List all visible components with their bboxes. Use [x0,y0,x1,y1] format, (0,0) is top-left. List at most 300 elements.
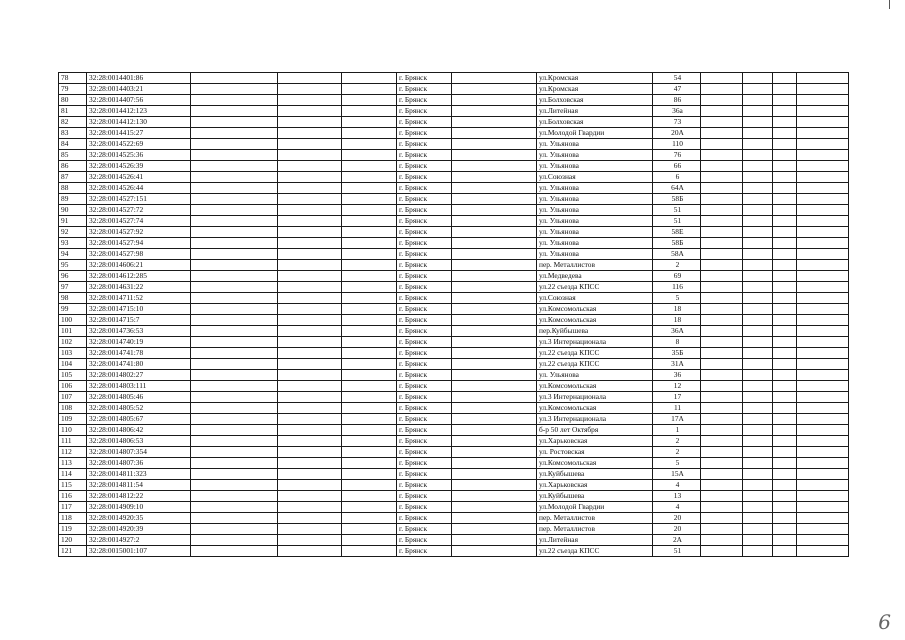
row-number-cell: 106 [59,381,87,392]
row-number-cell: 103 [59,348,87,359]
empty-cell [278,106,342,117]
city-cell: г. Брянск [397,502,452,513]
city-cell: г. Брянск [397,469,452,480]
empty-cell [278,524,342,535]
cadastral-number-cell: 32:28:0014526:39 [87,161,191,172]
city-cell: г. Брянск [397,381,452,392]
row-number-cell: 98 [59,293,87,304]
empty-cell [278,337,342,348]
empty-cell [278,293,342,304]
city-cell: г. Брянск [397,172,452,183]
empty-cell [797,458,849,469]
empty-cell [342,469,397,480]
city-cell: г. Брянск [397,304,452,315]
empty-cell [773,227,797,238]
empty-cell [342,447,397,458]
city-cell: г. Брянск [397,106,452,117]
row-number-cell: 117 [59,502,87,513]
house-number-cell: 4 [653,480,701,491]
empty-cell [797,84,849,95]
empty-cell [452,315,537,326]
empty-cell [743,458,773,469]
cadastral-number-cell: 32:28:0014909:10 [87,502,191,513]
empty-cell [278,271,342,282]
cadastral-number-cell: 32:28:0014527:72 [87,205,191,216]
cadastral-number-cell: 32:28:0014740:19 [87,337,191,348]
empty-cell [797,447,849,458]
city-cell: г. Брянск [397,524,452,535]
house-number-cell: 35Б [653,348,701,359]
empty-cell [278,172,342,183]
row-number-cell: 120 [59,535,87,546]
empty-cell [743,381,773,392]
empty-cell [743,480,773,491]
row-number-cell: 116 [59,491,87,502]
empty-cell [191,513,278,524]
empty-cell [191,282,278,293]
empty-cell [743,370,773,381]
empty-cell [278,139,342,150]
empty-cell [701,106,743,117]
empty-cell [191,238,278,249]
street-cell: ул.Литейная [537,535,653,546]
empty-cell [342,95,397,106]
street-cell: ул.Медведева [537,271,653,282]
empty-cell [773,502,797,513]
empty-cell [773,458,797,469]
cadastral-number-cell: 32:28:0014606:21 [87,260,191,271]
empty-cell [773,183,797,194]
city-cell: г. Брянск [397,447,452,458]
table-row [59,392,849,403]
empty-cell [452,106,537,117]
empty-cell [743,326,773,337]
empty-cell [701,370,743,381]
table-row [59,425,849,436]
empty-cell [191,271,278,282]
table-row [59,282,849,293]
house-number-cell: 15А [653,469,701,480]
empty-cell [797,128,849,139]
empty-cell [773,447,797,458]
empty-cell [701,513,743,524]
empty-cell [797,359,849,370]
table-row [59,348,849,359]
row-number-cell: 102 [59,337,87,348]
row-number-cell: 94 [59,249,87,260]
city-cell: г. Брянск [397,293,452,304]
empty-cell [773,172,797,183]
empty-cell [191,447,278,458]
house-number-cell: 1 [653,425,701,436]
row-number-cell: 85 [59,150,87,161]
empty-cell [342,205,397,216]
empty-cell [452,282,537,293]
empty-cell [701,337,743,348]
empty-cell [191,249,278,260]
street-cell: ул. Ульянова [537,249,653,260]
empty-cell [191,227,278,238]
empty-cell [342,458,397,469]
table-row [59,502,849,513]
empty-cell [743,227,773,238]
empty-cell [701,458,743,469]
empty-cell [452,117,537,128]
house-number-cell: 51 [653,546,701,557]
empty-cell [342,161,397,172]
empty-cell [701,436,743,447]
empty-cell [452,546,537,557]
empty-cell [191,458,278,469]
cadastral-number-cell: 32:28:0014806:42 [87,425,191,436]
street-cell: ул.Харьковская [537,480,653,491]
empty-cell [743,216,773,227]
cadastral-number-cell: 32:28:0014527:74 [87,216,191,227]
cadastral-number-cell: 32:28:0014920:35 [87,513,191,524]
empty-cell [191,117,278,128]
empty-cell [701,95,743,106]
empty-cell [452,480,537,491]
table-row [59,183,849,194]
empty-cell [701,194,743,205]
city-cell: г. Брянск [397,425,452,436]
empty-cell [773,381,797,392]
empty-cell [191,172,278,183]
empty-cell [701,392,743,403]
empty-cell [797,106,849,117]
empty-cell [452,502,537,513]
street-cell: ул.22 съезда КПСС [537,348,653,359]
table-row [59,238,849,249]
table-row [59,381,849,392]
city-cell: г. Брянск [397,282,452,293]
empty-cell [773,480,797,491]
street-cell: ул.Молодой Гвардии [537,502,653,513]
empty-cell [278,381,342,392]
row-number-cell: 97 [59,282,87,293]
table-row [59,326,849,337]
empty-cell [452,216,537,227]
empty-cell [452,128,537,139]
empty-cell [773,216,797,227]
house-number-cell: 58А [653,249,701,260]
empty-cell [191,546,278,557]
row-number-cell: 96 [59,271,87,282]
street-cell: ул.3 Интернационала [537,392,653,403]
house-number-cell: 36 [653,370,701,381]
empty-cell [452,84,537,95]
empty-cell [342,117,397,128]
empty-cell [278,546,342,557]
cadastral-number-cell: 32:28:0014415:27 [87,128,191,139]
empty-cell [743,425,773,436]
empty-cell [797,524,849,535]
empty-cell [773,403,797,414]
street-cell: ул. Ульянова [537,238,653,249]
cadastral-number-cell: 32:28:0014526:44 [87,183,191,194]
empty-cell [797,216,849,227]
empty-cell [278,249,342,260]
empty-cell [278,370,342,381]
empty-cell [797,304,849,315]
empty-cell [452,293,537,304]
empty-cell [452,194,537,205]
empty-cell [743,172,773,183]
empty-cell [191,414,278,425]
row-number-cell: 108 [59,403,87,414]
empty-cell [452,337,537,348]
street-cell: ул.Харьковская [537,436,653,447]
empty-cell [773,282,797,293]
cadastral-number-cell: 32:28:0014741:80 [87,359,191,370]
empty-cell [452,458,537,469]
table-row [59,535,849,546]
table-body [59,73,849,557]
table-row [59,128,849,139]
empty-cell [452,249,537,260]
row-number-cell: 79 [59,84,87,95]
cadastral-number-cell: 32:28:0014412:130 [87,117,191,128]
empty-cell [191,73,278,84]
empty-cell [743,128,773,139]
city-cell: г. Брянск [397,491,452,502]
empty-cell [452,183,537,194]
empty-cell [191,436,278,447]
street-cell: ул.22 съезда КПСС [537,359,653,370]
table-row [59,150,849,161]
street-cell: ул.Комсомольская [537,458,653,469]
house-number-cell: 51 [653,205,701,216]
empty-cell [452,95,537,106]
empty-cell [743,304,773,315]
empty-cell [342,238,397,249]
empty-cell [701,282,743,293]
empty-cell [743,161,773,172]
empty-cell [342,293,397,304]
empty-cell [278,315,342,326]
row-number-cell: 107 [59,392,87,403]
street-cell: ул.Комсомольская [537,315,653,326]
empty-cell [797,73,849,84]
empty-cell [743,348,773,359]
empty-cell [773,469,797,480]
city-cell: г. Брянск [397,194,452,205]
city-cell: г. Брянск [397,359,452,370]
empty-cell [797,480,849,491]
empty-cell [743,502,773,513]
empty-cell [797,436,849,447]
house-number-cell: 13 [653,491,701,502]
empty-cell [342,227,397,238]
empty-cell [342,139,397,150]
house-number-cell: 17 [653,392,701,403]
empty-cell [191,260,278,271]
empty-cell [452,524,537,535]
empty-cell [342,326,397,337]
house-number-cell: 47 [653,84,701,95]
empty-cell [452,392,537,403]
street-cell: ул.Кромская [537,84,653,95]
cadastral-number-cell: 32:28:0014403:21 [87,84,191,95]
city-cell: г. Брянск [397,337,452,348]
house-number-cell: 76 [653,150,701,161]
empty-cell [278,260,342,271]
empty-cell [191,381,278,392]
empty-cell [797,425,849,436]
empty-cell [342,524,397,535]
street-cell: ул.22 съезда КПСС [537,282,653,293]
empty-cell [773,249,797,260]
row-number-cell: 93 [59,238,87,249]
cadastral-number-cell: 32:28:0014805:67 [87,414,191,425]
empty-cell [191,502,278,513]
empty-cell [278,326,342,337]
empty-cell [701,238,743,249]
empty-cell [278,535,342,546]
empty-cell [278,150,342,161]
empty-cell [797,293,849,304]
house-number-cell: 58Е [653,227,701,238]
city-cell: г. Брянск [397,480,452,491]
empty-cell [278,513,342,524]
empty-cell [773,370,797,381]
empty-cell [743,249,773,260]
table-row [59,84,849,95]
empty-cell [797,381,849,392]
table-row [59,227,849,238]
empty-cell [773,106,797,117]
cadastral-number-cell: 32:28:0014811:54 [87,480,191,491]
empty-cell [342,216,397,227]
empty-cell [278,73,342,84]
empty-cell [701,414,743,425]
empty-cell [701,326,743,337]
empty-cell [797,513,849,524]
row-number-cell: 110 [59,425,87,436]
empty-cell [342,172,397,183]
empty-cell [797,183,849,194]
empty-cell [701,546,743,557]
cadastral-number-cell: 32:28:0014803:111 [87,381,191,392]
street-cell: пер.Куйбышева [537,326,653,337]
empty-cell [797,414,849,425]
house-number-cell: 73 [653,117,701,128]
empty-cell [797,260,849,271]
empty-cell [342,381,397,392]
street-cell: ул. Ульянова [537,150,653,161]
empty-cell [701,381,743,392]
table-row [59,95,849,106]
address-registry-table [58,72,849,557]
street-cell: ул.Комсомольская [537,304,653,315]
city-cell: г. Брянск [397,73,452,84]
empty-cell [773,73,797,84]
cadastral-number-cell: 32:28:0014812:22 [87,491,191,502]
house-number-cell: 18 [653,304,701,315]
empty-cell [797,95,849,106]
empty-cell [743,524,773,535]
table-row [59,513,849,524]
empty-cell [797,194,849,205]
empty-cell [452,172,537,183]
cadastral-number-cell: 32:28:0014805:52 [87,403,191,414]
empty-cell [342,370,397,381]
table-row [59,414,849,425]
city-cell: г. Брянск [397,513,452,524]
empty-cell [797,139,849,150]
empty-cell [191,337,278,348]
empty-cell [743,359,773,370]
empty-cell [452,469,537,480]
street-cell: ул.Комсомольская [537,403,653,414]
city-cell: г. Брянск [397,183,452,194]
empty-cell [278,458,342,469]
empty-cell [797,326,849,337]
cadastral-number-cell: 32:28:0014522:69 [87,139,191,150]
empty-cell [191,425,278,436]
empty-cell [743,73,773,84]
table-row [59,117,849,128]
empty-cell [452,414,537,425]
house-number-cell: 2 [653,447,701,458]
empty-cell [773,117,797,128]
empty-cell [743,150,773,161]
empty-cell [797,546,849,557]
city-cell: г. Брянск [397,392,452,403]
city-cell: г. Брянск [397,128,452,139]
house-number-cell: 69 [653,271,701,282]
empty-cell [452,513,537,524]
empty-cell [743,282,773,293]
row-number-cell: 81 [59,106,87,117]
table-row [59,172,849,183]
cadastral-number-cell: 32:28:0014525:36 [87,150,191,161]
street-cell: ул.3 Интернационала [537,337,653,348]
cadastral-number-cell: 32:28:0014920:39 [87,524,191,535]
cadastral-number-cell: 32:28:0014741:78 [87,348,191,359]
cadastral-number-cell: 32:28:0014715:7 [87,315,191,326]
empty-cell [701,491,743,502]
empty-cell [191,304,278,315]
empty-cell [773,293,797,304]
empty-cell [342,337,397,348]
empty-cell [773,436,797,447]
table-row [59,480,849,491]
empty-cell [191,216,278,227]
empty-cell [743,84,773,95]
street-cell: ул.22 съезда КПСС [537,546,653,557]
house-number-cell: 2 [653,436,701,447]
empty-cell [342,282,397,293]
cadastral-number-cell: 32:28:0014811:323 [87,469,191,480]
row-number-cell: 119 [59,524,87,535]
cadastral-number-cell: 32:28:0014412:123 [87,106,191,117]
empty-cell [278,359,342,370]
empty-cell [452,381,537,392]
city-cell: г. Брянск [397,458,452,469]
empty-cell [278,117,342,128]
table-row [59,216,849,227]
street-cell: ул. Ульянова [537,194,653,205]
empty-cell [278,216,342,227]
empty-cell [773,128,797,139]
street-cell: ул.Союзная [537,172,653,183]
street-cell: ул. Ульянова [537,161,653,172]
empty-cell [342,183,397,194]
empty-cell [797,172,849,183]
cadastral-number-cell: 32:28:0014527:98 [87,249,191,260]
empty-cell [452,491,537,502]
